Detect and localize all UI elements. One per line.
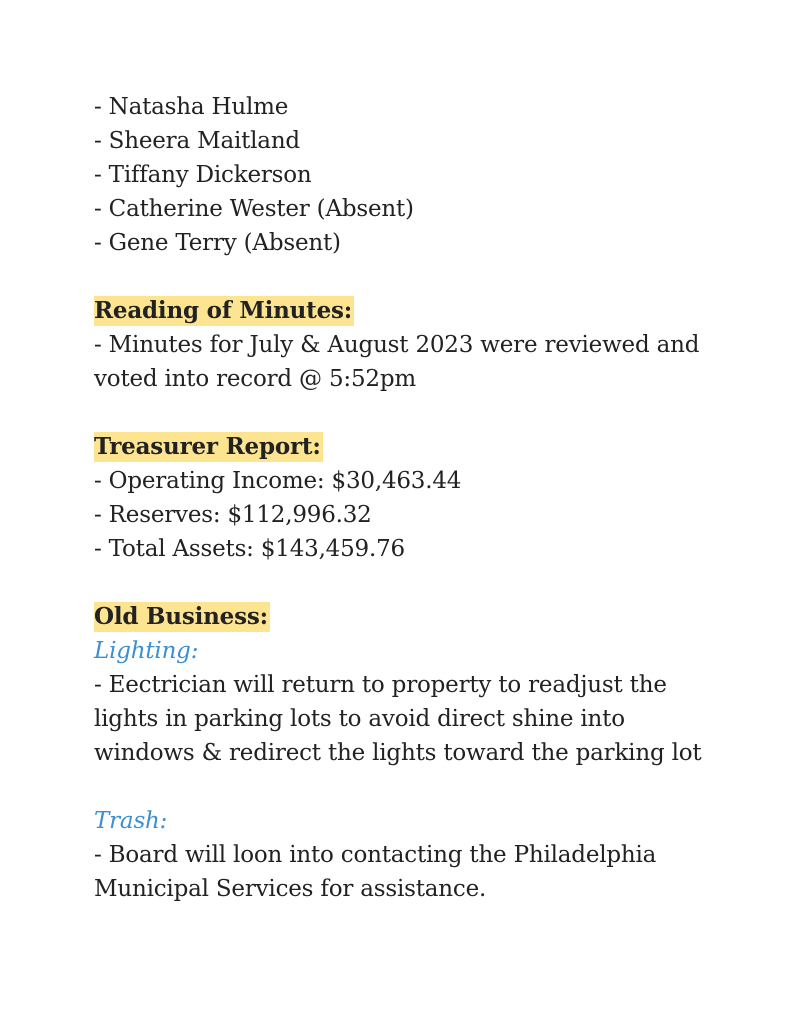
reading-of-minutes-heading: Reading of Minutes: — [94, 297, 353, 324]
document-page — [94, 90, 734, 906]
section-spacer — [94, 260, 734, 294]
trash-line: Municipal Services for assistance. — [94, 876, 487, 902]
minutes-line: - Minutes for July & August 2023 were reviewed and — [94, 332, 700, 358]
old-business-section — [94, 600, 734, 906]
lighting-line: - Eectrician will return to property to readjust the — [94, 672, 667, 698]
lighting-line: lights in parking lots to avoid direct shine into — [94, 706, 625, 732]
attendee-item: - Catherine Wester (Absent) — [94, 196, 414, 222]
attendee-item: - Gene Terry (Absent) — [94, 230, 341, 256]
attendee-list — [94, 90, 734, 260]
reserves-line: - Reserves: $112,996.32 — [94, 502, 372, 528]
minutes-line: voted into record @ 5:52pm — [94, 366, 416, 392]
lighting-subheading: Lighting: — [94, 638, 199, 664]
section-spacer — [94, 396, 734, 430]
operating-income-line: - Operating Income: $30,463.44 — [94, 468, 462, 494]
total-assets-line: - Total Assets: $143,459.76 — [94, 536, 405, 562]
attendee-item: - Tiffany Dickerson — [94, 162, 312, 188]
attendee-item: - Natasha Hulme — [94, 94, 289, 120]
section-spacer — [94, 770, 734, 804]
treasurer-report-heading: Treasurer Report: — [94, 433, 321, 460]
trash-subheading: Trash: — [94, 808, 168, 834]
trash-line: - Board will loon into contacting the Philadelphia — [94, 842, 657, 868]
section-spacer — [94, 566, 734, 600]
reading-of-minutes-section — [94, 294, 734, 396]
lighting-line: windows & redirect the lights toward the parking lot — [94, 740, 702, 766]
old-business-heading: Old Business: — [94, 603, 268, 630]
treasurer-report-section — [94, 430, 734, 566]
attendee-item: - Sheera Maitland — [94, 128, 300, 154]
